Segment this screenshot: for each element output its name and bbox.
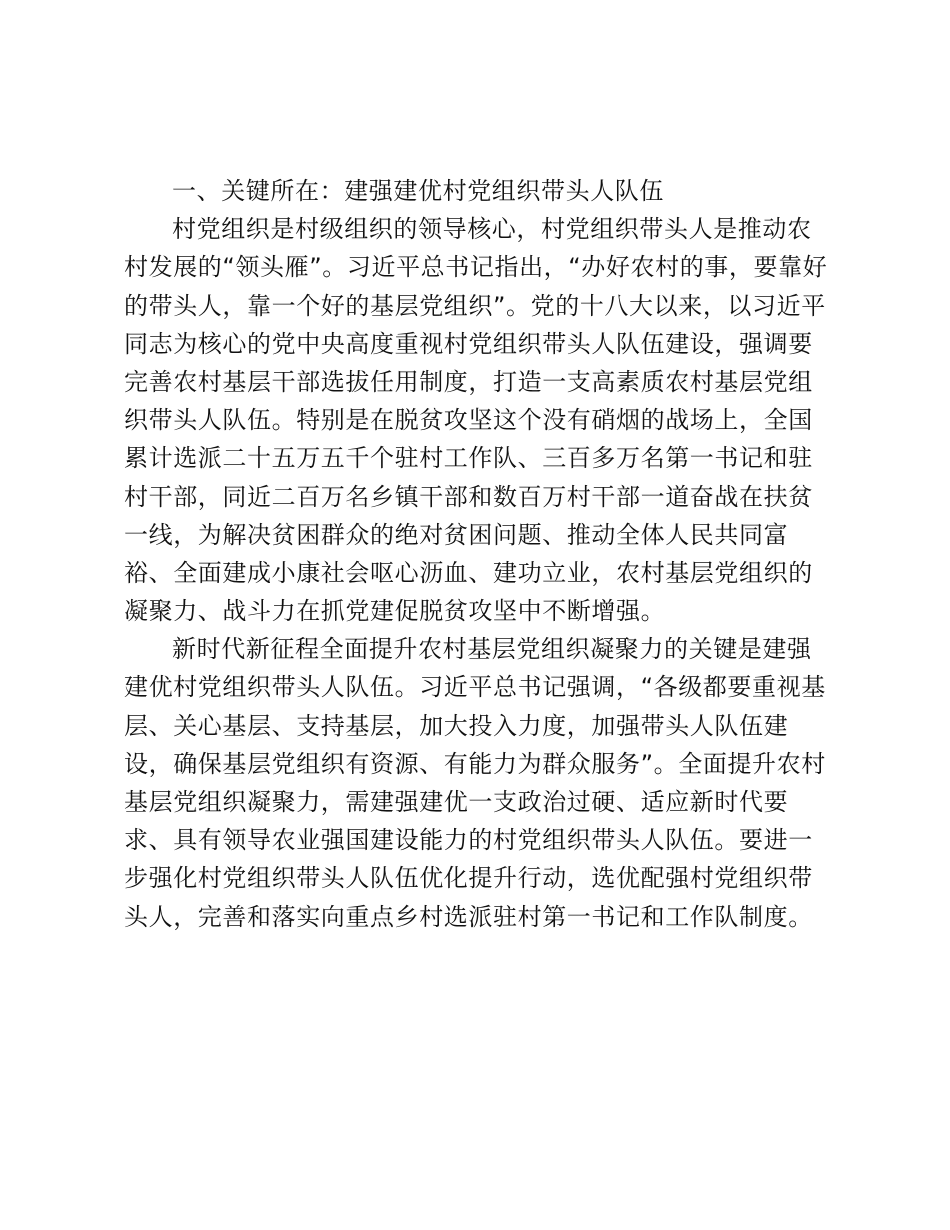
- paragraph-line: 层、关心基层、支持基层，加大投入力度，加强带头人队伍建: [124, 711, 789, 740]
- paragraph-line: 累计选派二十五万五千个驻村工作队、三百多万名第一书记和驻: [124, 444, 813, 473]
- paragraph-line: 步强化村党组织带头人队伍优化提升行动，选优配强村党组织带: [124, 864, 813, 893]
- paragraph-line: 凝聚力、战斗力在抓党建促脱贫攻坚中不断增强。: [124, 597, 666, 626]
- paragraph-1: [124, 210, 836, 630]
- paragraph-line: 完善农村基层干部选拔任用制度，打造一支高素质农村基层党组: [124, 367, 813, 396]
- paragraph-line: 头人，完善和落实向重点乡村选派驻村第一书记和工作队制度。: [124, 902, 813, 931]
- paragraph-2: [124, 630, 836, 936]
- paragraph-line: 织带头人队伍。特别是在脱贫攻坚这个没有硝烟的战场上，全国: [124, 406, 813, 435]
- paragraph-line: 一线，为解决贫困群众的绝对贫困问题、推动全体人民共同富: [124, 520, 789, 549]
- paragraph-line: 村党组织是村级组织的领导核心，村党组织带头人是推动农: [172, 215, 812, 244]
- paragraph-line: 求、具有领导农业强国建设能力的村党组织带头人队伍。要进一: [124, 826, 813, 855]
- paragraph-line: 村干部，同近二百万名乡镇干部和数百万村干部一道奋战在扶贫: [124, 482, 813, 511]
- paragraph-line: 建优村党组织带头人队伍。习近平总书记强调，“各级都要重视基: [124, 673, 826, 702]
- paragraph-line: 裕、全面建成小康社会呕心沥血、建功立业，农村基层党组织的: [124, 558, 813, 587]
- paragraph-line: 基层党组织凝聚力，需建强建优一支政治过硬、适应新时代要: [124, 788, 789, 816]
- document-body: [124, 172, 836, 936]
- paragraph-line: 同志为核心的党中央高度重视村党组织带头人队伍建设，强调要: [124, 329, 813, 358]
- paragraph-line: 设，确保基层党组织有资源、有能力为群众服务”。全面提升农村: [124, 749, 826, 778]
- paragraph-line: 新时代新征程全面提升农村基层党组织凝聚力的关键是建强: [172, 635, 812, 664]
- paragraph-line: 村发展的“领头雁”。习近平总书记指出，“办好农村的事，要靠好: [124, 253, 828, 282]
- section-heading: 一、关键所在：建强建优村党组织带头人队伍: [172, 177, 664, 205]
- paragraph-line: 的带头人，靠一个好的基层党组织”。党的十八大以来，以习近平: [124, 291, 826, 320]
